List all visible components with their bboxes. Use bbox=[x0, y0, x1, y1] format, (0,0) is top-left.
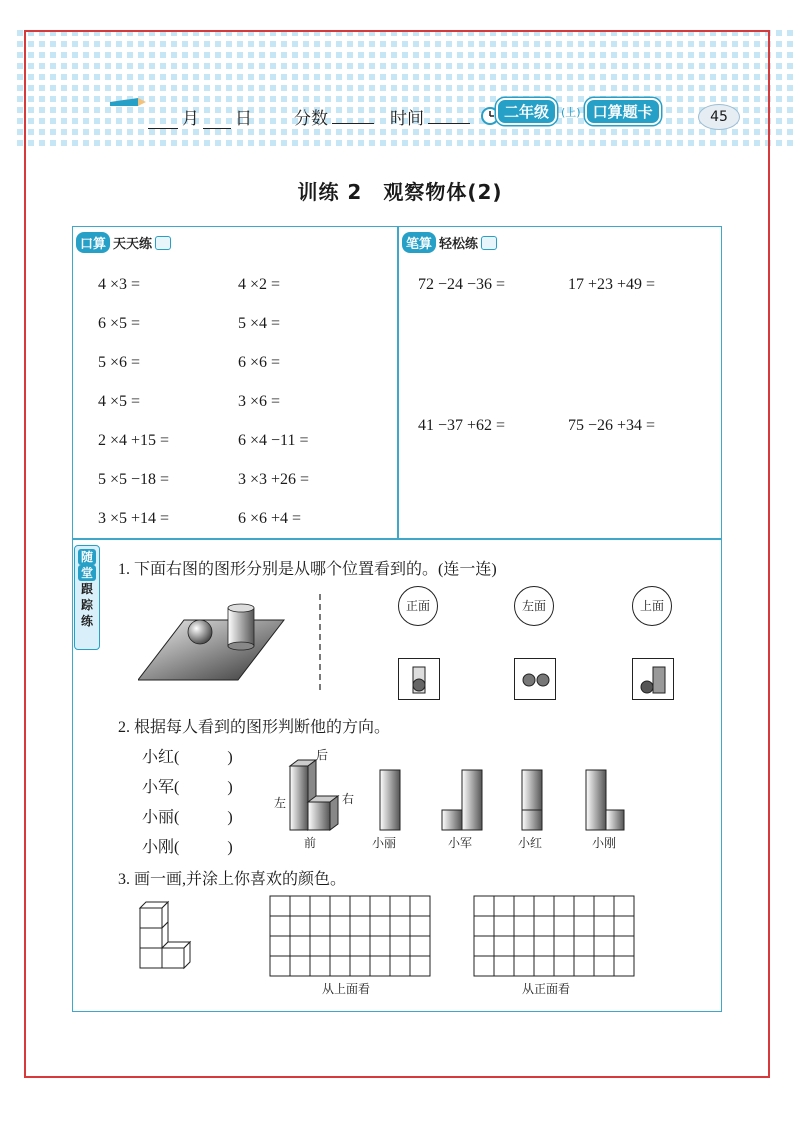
grid-cell[interactable] bbox=[310, 916, 330, 936]
grid-cell[interactable] bbox=[614, 956, 634, 976]
written-section-label bbox=[402, 232, 497, 253]
view-label: 小军 bbox=[448, 836, 473, 850]
grid-cell[interactable] bbox=[514, 956, 534, 976]
grid-cell[interactable] bbox=[494, 916, 514, 936]
view-label: 小刚 bbox=[592, 836, 617, 850]
grid-cell[interactable] bbox=[350, 896, 370, 916]
grid-cell[interactable] bbox=[474, 896, 494, 916]
grid-cell[interactable] bbox=[554, 896, 574, 916]
written-problem: 41 −37 +62 = bbox=[418, 417, 506, 434]
view-label: 小红 bbox=[518, 836, 543, 850]
tab-char: 跟 bbox=[80, 582, 93, 596]
oral-problem: 6 ×6 +4 = bbox=[238, 510, 302, 527]
direction-left: 左 bbox=[274, 796, 287, 810]
view-shape bbox=[399, 659, 441, 701]
oral-problem: 2 ×4 +15 = bbox=[98, 432, 170, 449]
direction-front: 前 bbox=[304, 836, 317, 850]
grid-cell[interactable] bbox=[614, 936, 634, 956]
grid-cell[interactable] bbox=[350, 936, 370, 956]
oral-problem: 5 ×4 = bbox=[238, 315, 281, 332]
view-xiaogang-tall bbox=[586, 770, 606, 830]
section-divider bbox=[72, 538, 722, 540]
view-option-2[interactable] bbox=[514, 658, 556, 700]
grid-cell[interactable] bbox=[534, 956, 554, 976]
question-1-text: 1. 下面右图的图形分别是从哪个位置看到的。(连一连) bbox=[118, 561, 497, 578]
grid-cell[interactable] bbox=[290, 916, 310, 936]
day-label: 日 bbox=[235, 108, 252, 129]
grid-cell[interactable] bbox=[270, 936, 290, 956]
answer-xiaogang[interactable]: 小刚( ) bbox=[142, 839, 233, 856]
grid-caption-front: 从正面看 bbox=[522, 982, 571, 996]
grid-cell[interactable] bbox=[514, 916, 534, 936]
class-practice-tab bbox=[74, 545, 100, 650]
grid-caption-top: 从上面看 bbox=[322, 982, 371, 996]
grid-cell[interactable] bbox=[614, 916, 634, 936]
book-title: 口算题卡 bbox=[585, 98, 661, 125]
oral-problem: 5 ×5 −18 = bbox=[98, 471, 170, 488]
grid-cell[interactable] bbox=[330, 956, 350, 976]
question-2-text: 2. 根据每人看到的图形判断他的方向。 bbox=[118, 719, 391, 736]
grid-cell[interactable] bbox=[534, 896, 554, 916]
grid-cell[interactable] bbox=[370, 936, 390, 956]
oral-problem: 6 ×4 −11 = bbox=[238, 432, 309, 449]
view-xiaojun-tall bbox=[462, 770, 482, 830]
views-row bbox=[376, 768, 626, 832]
grid-cell[interactable] bbox=[390, 956, 410, 976]
grid-cell[interactable] bbox=[310, 936, 330, 956]
term-text: (上) bbox=[561, 105, 581, 119]
l-block-3d bbox=[286, 758, 346, 834]
view-xiaojun-low bbox=[442, 810, 462, 830]
view-shape bbox=[633, 659, 675, 701]
grid-cell[interactable] bbox=[330, 916, 350, 936]
score-blank[interactable] bbox=[332, 108, 374, 124]
written-problem: 72 −24 −36 = bbox=[418, 276, 506, 293]
grid-cell[interactable] bbox=[270, 896, 290, 916]
grid-cell[interactable] bbox=[370, 916, 390, 936]
oral-problem: 6 ×5 = bbox=[98, 315, 141, 332]
grid-cell[interactable] bbox=[390, 936, 410, 956]
view-label: 小丽 bbox=[372, 836, 397, 850]
written-problem: 17 +23 +49 = bbox=[568, 276, 656, 293]
time-label: 时间 bbox=[390, 108, 424, 129]
grid-cell[interactable] bbox=[370, 956, 390, 976]
grid-cell[interactable] bbox=[410, 956, 430, 976]
direction-back: 后 bbox=[316, 748, 329, 762]
written-tag: 笔算 bbox=[402, 232, 436, 253]
grade-text: 二年级 bbox=[496, 98, 557, 125]
grid-cell[interactable] bbox=[370, 896, 390, 916]
month-blank[interactable] bbox=[148, 113, 178, 129]
oral-problem: 3 ×6 = bbox=[238, 393, 281, 410]
grid-cell[interactable] bbox=[310, 896, 330, 916]
grid-cell[interactable] bbox=[494, 956, 514, 976]
oral-problem: 5 ×6 = bbox=[98, 354, 141, 371]
grid-cell[interactable] bbox=[514, 896, 534, 916]
day-blank[interactable] bbox=[203, 113, 231, 129]
grid-cell[interactable] bbox=[574, 936, 594, 956]
tab-char: 练 bbox=[80, 614, 93, 628]
grid-cell[interactable] bbox=[390, 896, 410, 916]
grid-cell[interactable] bbox=[410, 936, 430, 956]
oral-tag: 口算 bbox=[76, 232, 110, 253]
tab-char: 堂 bbox=[78, 565, 96, 581]
view-xiaohong bbox=[522, 770, 542, 830]
grid-cell[interactable] bbox=[534, 936, 554, 956]
oral-problem: 3 ×3 +26 = bbox=[238, 471, 310, 488]
tab-char: 踪 bbox=[80, 598, 93, 612]
grid-cell[interactable] bbox=[574, 896, 594, 916]
grid-cell[interactable] bbox=[290, 896, 310, 916]
view-shape bbox=[515, 659, 557, 701]
page-title: 训练 2 观察物体(2) bbox=[297, 180, 503, 204]
oral-problem: 4 ×2 = bbox=[238, 276, 281, 293]
view-xiaogang-low bbox=[606, 810, 624, 830]
question-3-text: 3. 画一画,并涂上你喜欢的颜色。 bbox=[118, 871, 347, 888]
view-option-3[interactable] bbox=[632, 658, 674, 700]
grid-cell[interactable] bbox=[270, 956, 290, 976]
grid-cell[interactable] bbox=[330, 936, 350, 956]
grid-cell[interactable] bbox=[474, 916, 494, 936]
answer-xiaoli[interactable]: 小丽( ) bbox=[142, 809, 233, 826]
position-left[interactable]: 左面 bbox=[514, 586, 554, 626]
grid-cell[interactable] bbox=[330, 896, 350, 916]
grid-cell[interactable] bbox=[574, 956, 594, 976]
book-icon bbox=[155, 236, 171, 250]
written-label: 轻松练 bbox=[439, 237, 479, 252]
grid-cell[interactable] bbox=[594, 916, 614, 936]
time-blank[interactable] bbox=[428, 108, 470, 124]
grid-cell[interactable] bbox=[474, 956, 494, 976]
front-view-grid[interactable] bbox=[472, 894, 638, 978]
grid-cell[interactable] bbox=[594, 956, 614, 976]
grid-cell[interactable] bbox=[474, 936, 494, 956]
position-front[interactable]: 正面 bbox=[398, 586, 438, 626]
solid-shapes-figure bbox=[138, 600, 288, 684]
date-field bbox=[146, 104, 254, 129]
grid-cell[interactable] bbox=[410, 916, 430, 936]
grid-cell[interactable] bbox=[614, 896, 634, 916]
grid-cell[interactable] bbox=[410, 896, 430, 916]
oral-section-label bbox=[76, 232, 171, 253]
grid-cell[interactable] bbox=[554, 916, 574, 936]
cube-stack bbox=[138, 898, 194, 972]
grid-cell[interactable] bbox=[534, 916, 554, 936]
answer-xiaojun[interactable]: 小军( ) bbox=[142, 779, 233, 796]
grid-cell[interactable] bbox=[310, 956, 330, 976]
dashed-divider bbox=[318, 594, 322, 694]
view-option-1[interactable] bbox=[398, 658, 440, 700]
grid-cell[interactable] bbox=[350, 916, 370, 936]
grid-cell[interactable] bbox=[554, 956, 574, 976]
oral-problem: 3 ×5 +14 = bbox=[98, 510, 170, 527]
grid-cell[interactable] bbox=[350, 956, 370, 976]
view-xiaoli bbox=[380, 770, 400, 830]
oral-label: 天天练 bbox=[113, 237, 153, 252]
oral-problem: 4 ×5 = bbox=[98, 393, 141, 410]
answer-xiaohong[interactable]: 小红( ) bbox=[142, 749, 233, 766]
grid-cell[interactable] bbox=[574, 916, 594, 936]
grid-cell[interactable] bbox=[554, 936, 574, 956]
grid-cell[interactable] bbox=[290, 936, 310, 956]
grid-cell[interactable] bbox=[290, 956, 310, 976]
grid-cell[interactable] bbox=[494, 896, 514, 916]
grid-cell[interactable] bbox=[594, 896, 614, 916]
oral-problem: 6 ×6 = bbox=[238, 354, 281, 371]
grid-cell[interactable] bbox=[494, 936, 514, 956]
tab-char: 随 bbox=[78, 549, 96, 565]
grid-cell[interactable] bbox=[594, 936, 614, 956]
direction-right: 右 bbox=[342, 792, 355, 806]
column-divider bbox=[397, 226, 399, 538]
written-problem: 75 −26 +34 = bbox=[568, 417, 656, 434]
oral-problem: 4 ×3 = bbox=[98, 276, 141, 293]
month-label: 月 bbox=[182, 108, 199, 129]
grade-badge bbox=[496, 98, 661, 125]
grid-cell[interactable] bbox=[514, 936, 534, 956]
score-label: 分数 bbox=[294, 108, 328, 129]
grid-cell[interactable] bbox=[270, 916, 290, 936]
book-icon bbox=[481, 236, 497, 250]
grid-cell[interactable] bbox=[390, 916, 410, 936]
position-top[interactable]: 上面 bbox=[632, 586, 672, 626]
page-number: 45 bbox=[698, 104, 740, 130]
top-view-grid[interactable] bbox=[268, 894, 434, 978]
